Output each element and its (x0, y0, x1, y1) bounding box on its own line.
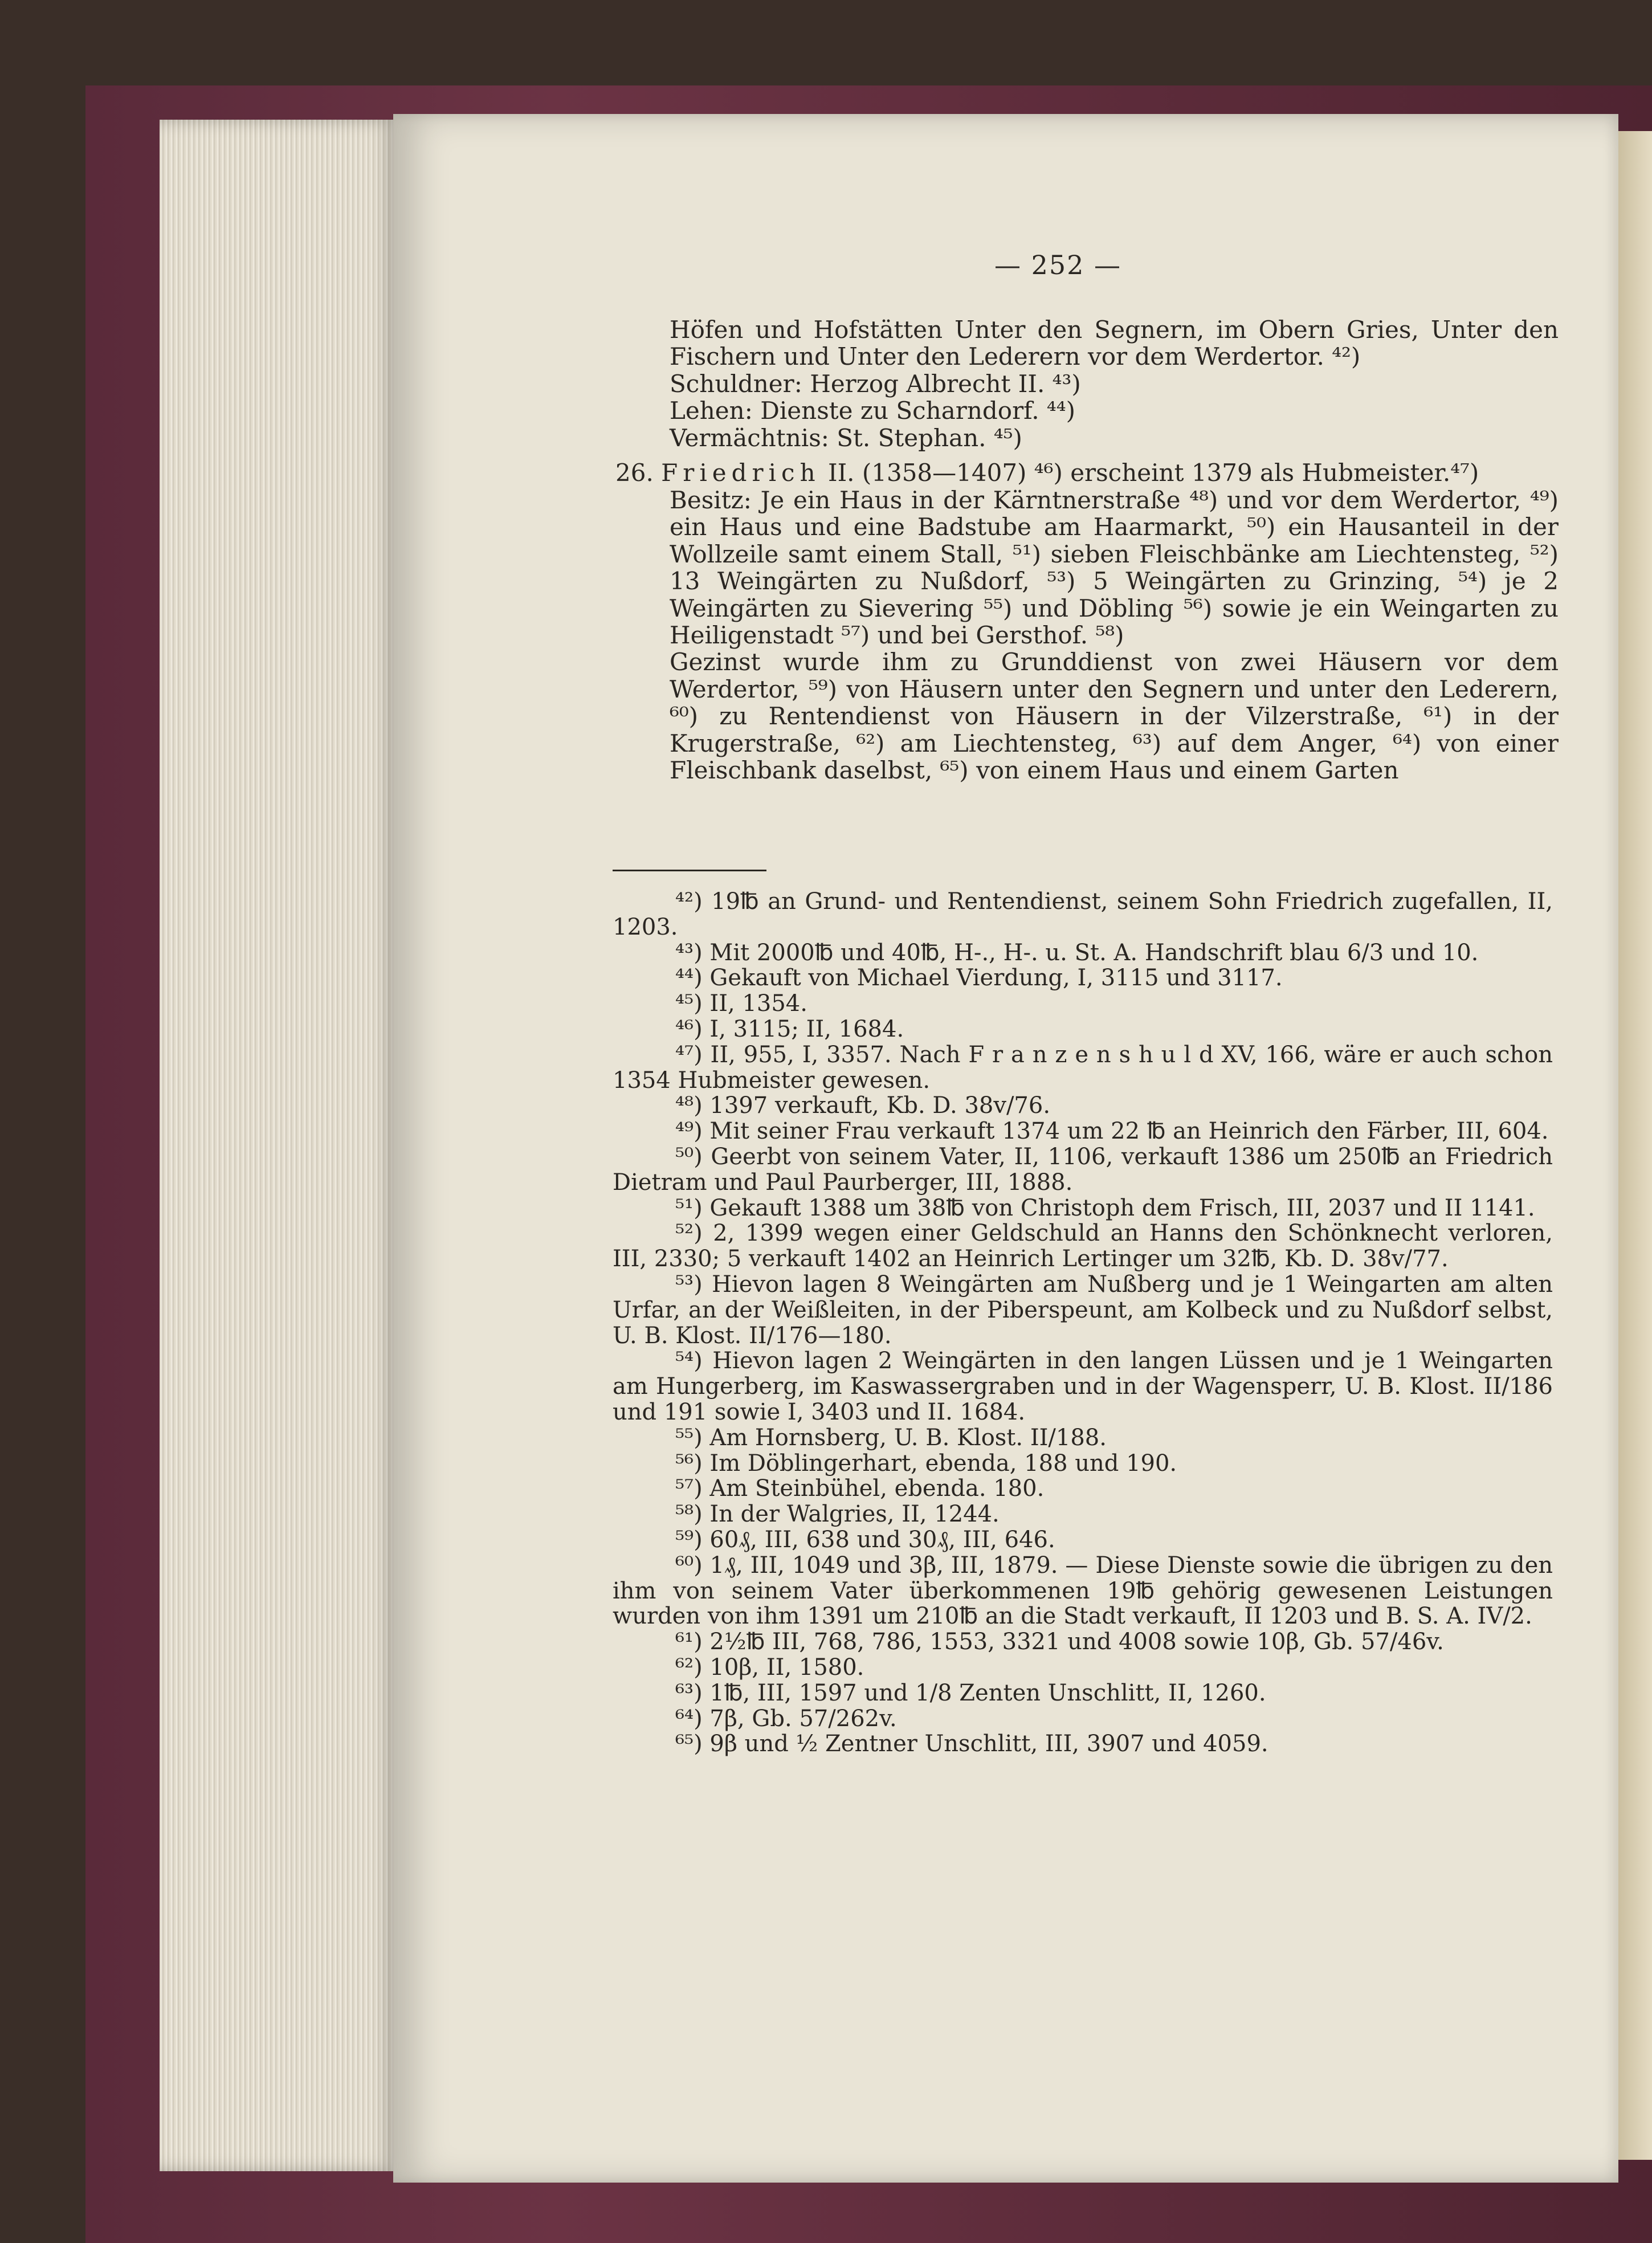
entry-heading-rest: II. (1358—1407) ⁴⁶) erscheint 1379 als Hubmeister.⁴⁷) (828, 459, 1479, 487)
footnote: ⁴⁶) I, 3115; II, 1684. (675, 1016, 904, 1042)
footnote: ⁵⁸) In der Walgries, II, 1244. (675, 1501, 1000, 1528)
footnote: ⁴⁴) Gekauft von Michael Vierdung, I, 3115 und 3117. (675, 965, 1283, 992)
footnote: ⁵⁴) Hievon lagen 2 Weingärten in den langen Lüssen und je 1 Weingarten am Hungerberg, im Kaswassergraben und in der Wagensperr, U. B. Klost. II/186 und 191 sowie I, 3403 und II. 1684. (613, 1348, 1553, 1425)
footnote: ⁵⁵) Am Hornsberg, U. B. Klost. II/188. (675, 1424, 1107, 1451)
paragraph: Besitz: Je ein Haus in der Kärntnerstraße ⁴⁸) und vor dem Werdertor, ⁴⁹) ein Haus und eine Badstube am Haarmarkt, ⁵⁰) ein Hausanteil in der Wollzeile samt einem Stall, ⁵¹) sieben Fleischbänke am Liechtensteg, ⁵²) 13 Weingärten zu Nußdorf, ⁵³) 5 Weingärten zu Grinzing, ⁵⁴) je 2 Weingärten zu Sievering ⁵⁵) und Döbling ⁵⁶) sowie je ein Weingarten zu Heiligenstadt ⁵⁷) und bei Gersthof. ⁵⁸) (670, 486, 1559, 649)
adjacent-page-edge (1618, 131, 1652, 2160)
main-text (615, 316, 1559, 785)
paragraph: Lehen: Dienste zu Scharndorf. ⁴⁴) (670, 397, 1075, 425)
page-number: — 252 — (994, 250, 1122, 280)
entry-heading (615, 459, 1559, 486)
paragraph: Höfen und Hofstätten Unter den Segnern, im Obern Gries, Unter den Fischern und Unter den Lederern vor dem Werdertor. ⁴²) (670, 316, 1559, 371)
footnote: ⁴⁷) II, 955, I, 3357. Nach F r a n z e n s h u l d XV, 166, wäre er auch schon 1354 Hubmeister gewesen. (613, 1041, 1553, 1094)
footnote: ⁵²) 2, 1399 wegen einer Geldschuld an Hanns den Schönknecht verloren, III, 2330; 5 verkauft 1402 an Heinrich Lertinger um 32℔, Kb. D. 38v/77. (613, 1220, 1553, 1273)
footnote: ⁵⁹) 60₰, III, 638 und 30₰, III, 646. (675, 1526, 1055, 1553)
footnote-separator (613, 870, 766, 871)
footnote: ⁶⁰) 1₰, III, 1049 und 3β, III, 1879. — Diese Dienste sowie die übrigen zu den ihm von seinem Vater überkommenen 19℔ gehörig gewesenen Leistungen wurden von ihm 1391 um 210℔ an die Stadt verkauft, II 1203 und B. S. A. IV/2. (613, 1552, 1553, 1630)
entry-name: Friedrich (661, 459, 821, 487)
paragraph: Schuldner: Herzog Albrecht II. ⁴³) (670, 369, 1081, 398)
entry-number: 26. (615, 459, 654, 487)
paragraph: Vermächtnis: St. Stephan. ⁴⁵) (670, 423, 1022, 452)
footnote: ⁵⁰) Geerbt von seinem Vater, II, 1106, verkauft 1386 um 250℔ an Friedrich Dietram und Paul Paurberger, III, 1888. (613, 1143, 1553, 1196)
footnote: ⁶²) 10β, II, 1580. (675, 1654, 864, 1681)
footnote: ⁶¹) 2½℔ III, 768, 786, 1553, 3321 und 4008 sowie 10β, Gb. 57/46v. (675, 1629, 1444, 1655)
footnote: ⁴⁸) 1397 verkauft, Kb. D. 38v/76. (675, 1092, 1051, 1119)
footnote: ⁴²) 19℔ an Grund- und Rentendienst, seinem Sohn Friedrich zugefallen, II, 1203. (613, 888, 1553, 940)
footnote: ⁵⁶) Im Döblingerhart, ebenda, 188 und 190. (675, 1450, 1177, 1477)
page-edges (160, 120, 399, 2171)
footnote: ⁵³) Hievon lagen 8 Weingärten am Nußberg und je 1 Weingarten am alten Urfar, an der Weißleiten, in der Piberspeunt, am Kolbeck und zu Nußdorf selbst, U. B. Klost. II/176—180. (613, 1271, 1553, 1349)
footnote: ⁵⁷) Am Steinbühel, ebenda. 180. (675, 1475, 1045, 1502)
footnote: ⁶⁴) 7β, Gb. 57/262v. (675, 1705, 897, 1732)
footnote: ⁴⁹) Mit seiner Frau verkauft 1374 um 22 ℔ an Heinrich den Färber, III, 604. (675, 1118, 1549, 1145)
paragraph: Gezinst wurde ihm zu Grunddienst von zwei Häusern vor dem Werdertor, ⁵⁹) von Häusern unter den Segnern und unter den Lederern, ⁶⁰) zu Rentendienst von Häusern in der Vilzerstraße, ⁶¹) in der Krugerstraße, ⁶²) am Liechtensteg, ⁶³) auf dem Anger, ⁶⁴) von einer Fleischbank daselbst, ⁶⁵) von einem Haus und einem Garten (670, 648, 1559, 785)
footnote: ⁴³) Mit 2000℔ und 40℔, H-., H-. u. St. A. Handschrift blau 6/3 und 10. (675, 939, 1479, 966)
footnote: ⁴⁵) II, 1354. (675, 990, 807, 1017)
footnotes (613, 889, 1553, 1757)
footnote: ⁶⁵) 9β und ½ Zentner Unschlitt, III, 3907 und 4059. (675, 1731, 1268, 1757)
footnote: ⁵¹) Gekauft 1388 um 38℔ von Christoph dem Frisch, III, 2037 und II 1141. (675, 1194, 1535, 1221)
footnote: ⁶³) 1℔, III, 1597 und 1/8 Zenten Unschlitt, II, 1260. (675, 1679, 1266, 1706)
